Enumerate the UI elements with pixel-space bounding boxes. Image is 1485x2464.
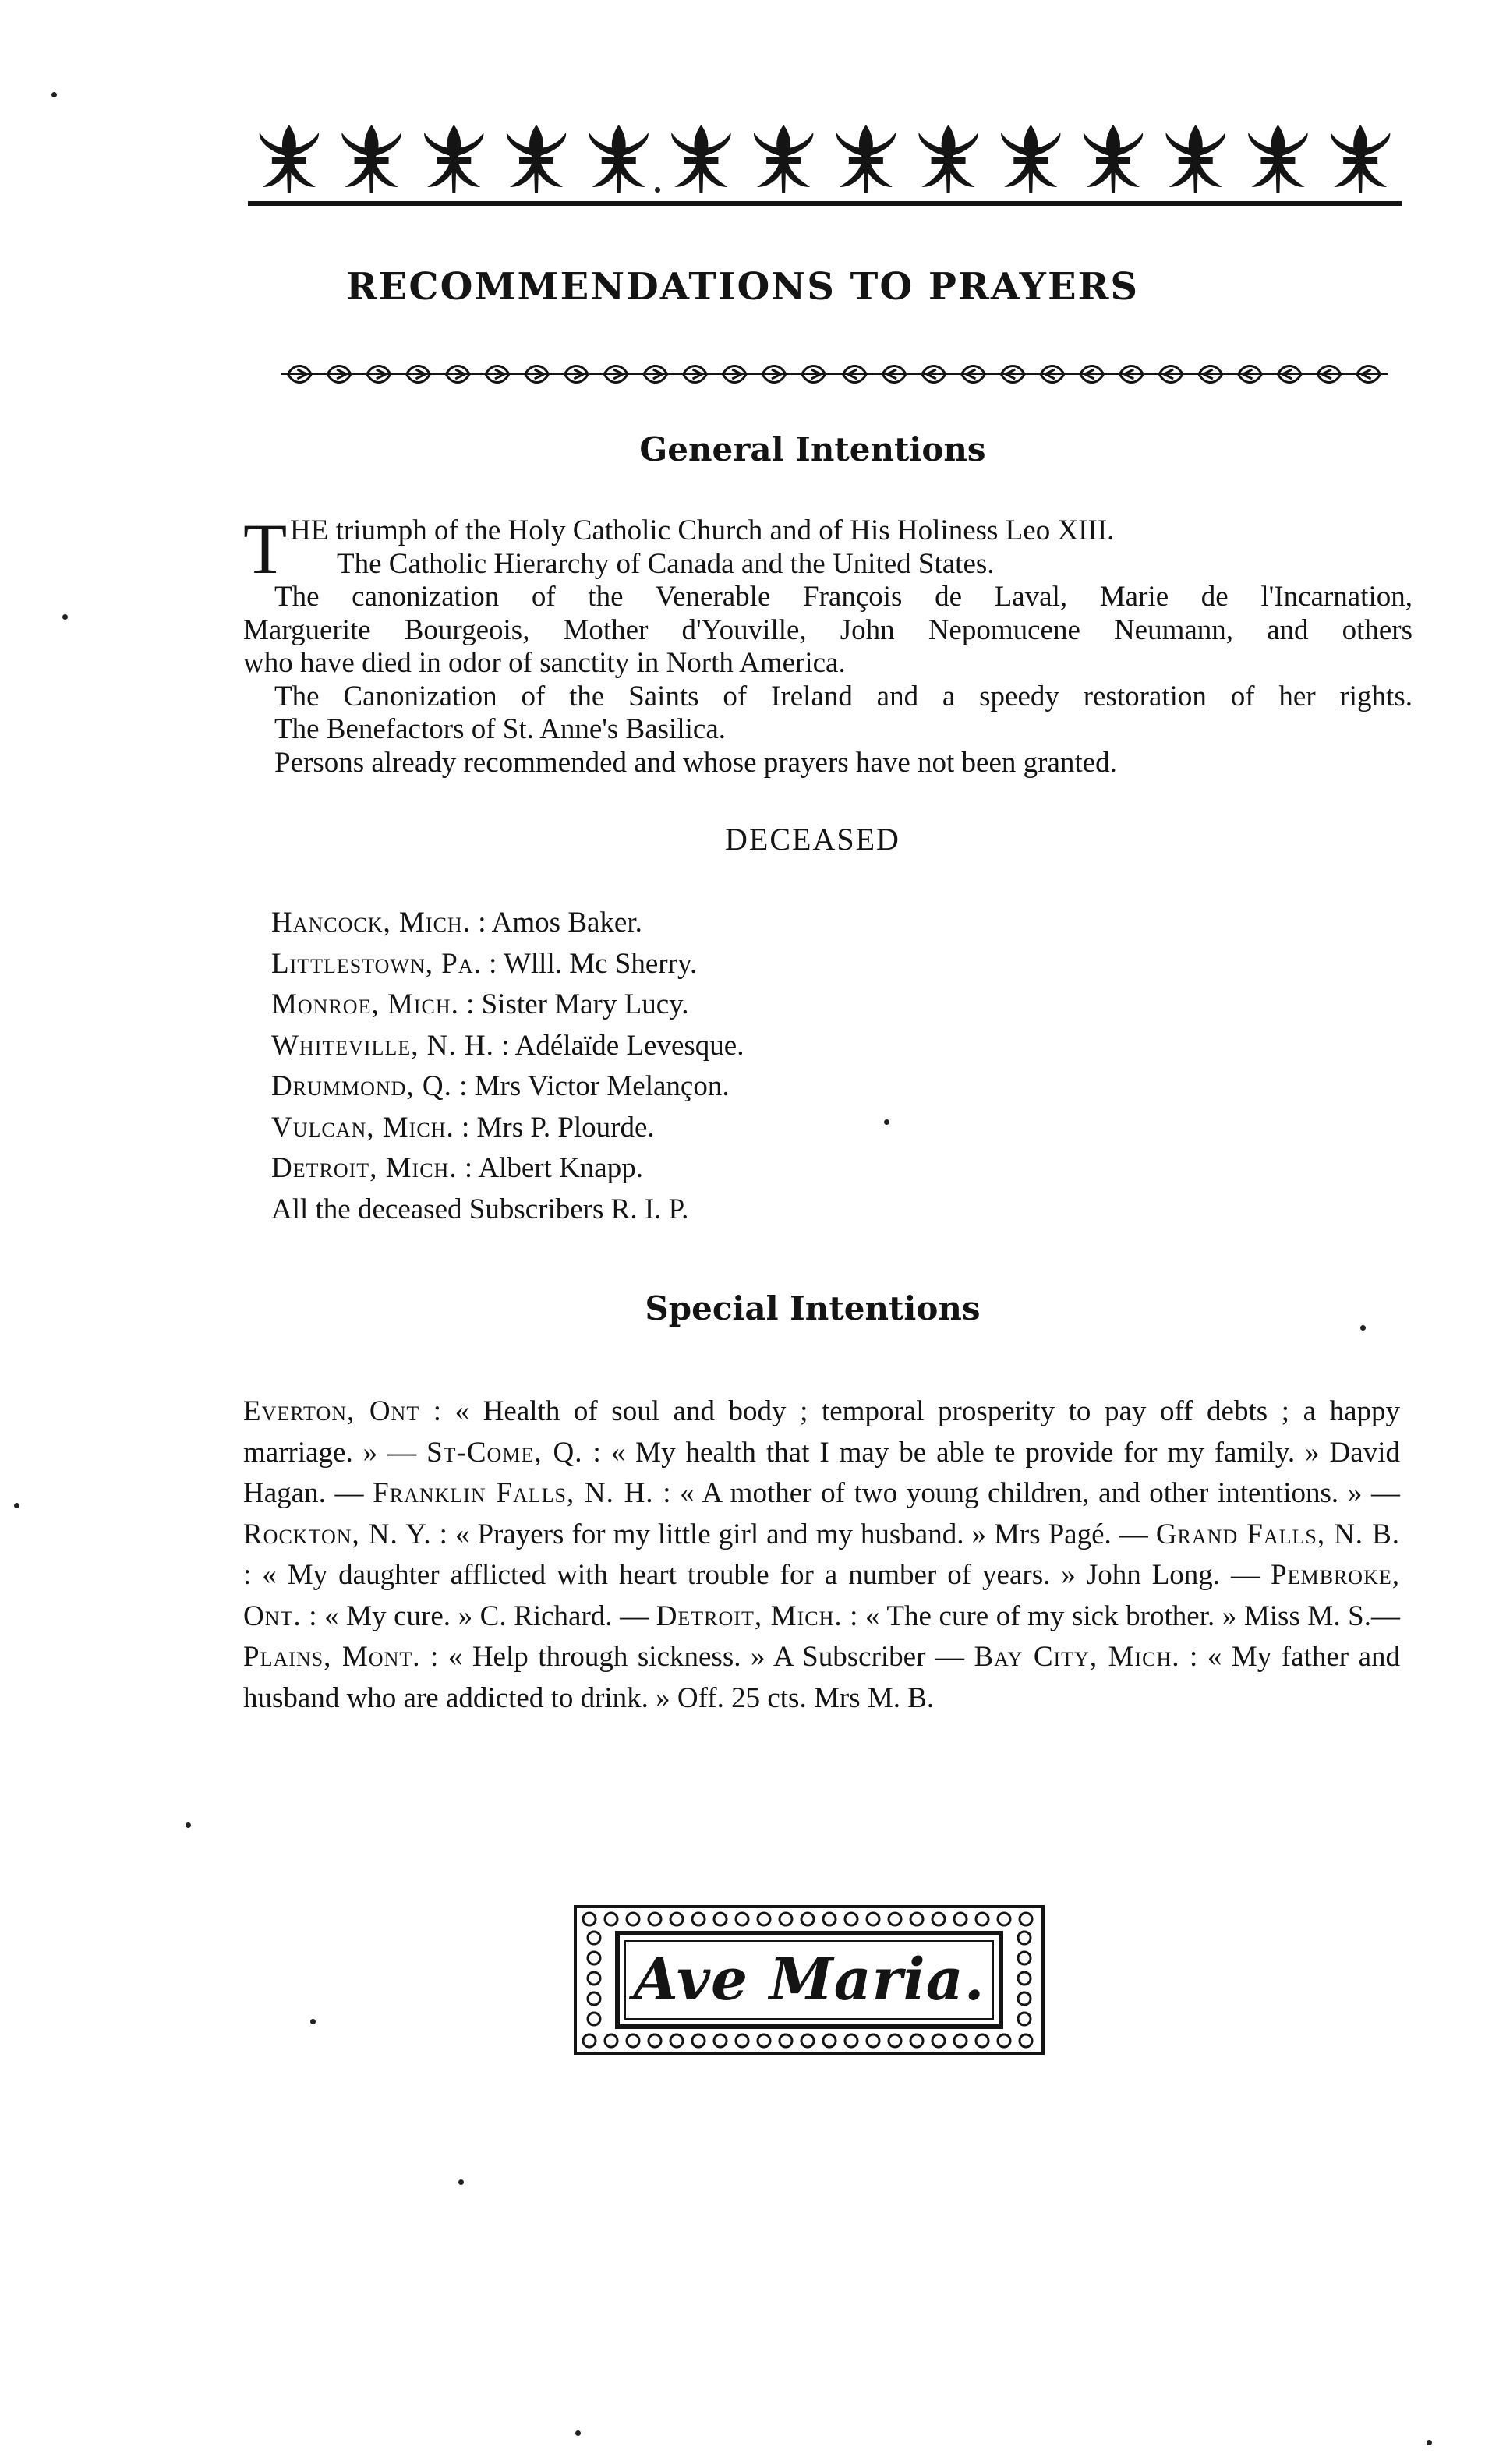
deceased-name: : Albert Knapp.	[464, 1152, 643, 1184]
frame-loop-icon	[1018, 1952, 1031, 1964]
frame-loop-icon	[1020, 1913, 1032, 1925]
fleur-de-lis-icon	[1166, 125, 1225, 193]
deceased-entry	[271, 1108, 744, 1149]
fleur-de-lis-icon	[341, 125, 401, 193]
frame-loop-icon	[649, 2034, 661, 2047]
frame-loop-icon	[998, 2034, 1010, 2047]
special-text: : « Health of soul and body ; temporal prosperity to pay off debts ; a happy marriage. » —	[243, 1395, 1400, 1469]
frame-loop-icon	[605, 2034, 617, 2047]
frame-loop-icon	[1018, 1972, 1031, 1985]
ink-speck	[51, 92, 57, 97]
frame-loop-icon	[758, 1913, 770, 1925]
frame-loop-icon	[736, 1913, 748, 1925]
deceased-place: Drummond, Q.	[271, 1070, 452, 1102]
page-title: RECOMMENDATIONS TO PRAYERS	[345, 265, 1140, 309]
deceased-entry	[271, 944, 744, 985]
deceased-name: : Mrs Victor Melançon.	[459, 1070, 730, 1102]
frame-loop-icon	[588, 1972, 600, 1985]
fleur-de-lis-icon	[754, 125, 813, 193]
frame-loop-icon	[692, 1913, 705, 1925]
frame-loop-icon	[1018, 2013, 1031, 2025]
deceased-list	[271, 903, 744, 1230]
special-place: Detroit, Mich.	[656, 1600, 843, 1632]
general-line: The Canonization of the Saints of Ireland and a speedy restoration of her rights.	[274, 680, 1413, 712]
deceased-entry	[271, 1148, 744, 1190]
special-place: Bay City, Mich.	[974, 1641, 1180, 1673]
fleur-de-lis-border	[248, 117, 1402, 206]
general-line: Persons already recommended and whose prayers have not been granted.	[274, 746, 1117, 779]
general-line: The Benefactors of St. Anne's Basilica.	[274, 713, 726, 745]
frame-loop-icon	[867, 2034, 879, 2047]
frame-loop-icon	[670, 1913, 683, 1925]
frame-loop-icon	[976, 2034, 988, 2047]
vine-ornament-icon	[281, 360, 1388, 388]
ink-speck	[1360, 1325, 1366, 1331]
frame-loop-icon	[1018, 1992, 1031, 2005]
frame-loop-icon	[998, 1913, 1010, 1925]
special-place: St-Come, Q.	[426, 1436, 583, 1469]
frame-loop-icon	[910, 1913, 923, 1925]
vine-divider	[281, 360, 1388, 388]
ink-speck	[186, 1822, 191, 1828]
ave-maria-label: Ave Maria.	[633, 1946, 985, 2013]
frame-loop-icon	[823, 1913, 836, 1925]
ave-maria-ornament	[571, 1902, 1048, 2058]
frame-loop-icon	[801, 1913, 814, 1925]
special-text: : « The cure of my sick brother. » Miss M. S.—	[842, 1600, 1400, 1632]
deceased-place: Monroe, Mich.	[271, 988, 459, 1020]
frame-loop-icon	[867, 1913, 879, 1925]
frame-loop-icon	[758, 2034, 770, 2047]
frame-loop-icon	[588, 2013, 600, 2025]
ink-speck	[884, 1119, 889, 1125]
special-place: Everton, Ont	[243, 1395, 420, 1427]
ink-speck	[458, 2179, 464, 2185]
ink-speck	[1427, 2440, 1432, 2445]
fleur-de-lis-icon-row	[248, 117, 1402, 201]
special-text: : « My daughter afflicted with heart trouble for a number of years. » John Long. —	[243, 1559, 1271, 1591]
ink-speck	[655, 187, 660, 193]
general-line: who have died in odor of sanctity in North America.	[243, 647, 846, 679]
frame-loop-icon	[583, 2034, 596, 2047]
ink-speck	[62, 614, 68, 620]
frame-loop-icon	[588, 1992, 600, 2005]
special-text: : « My cure. » C. Richard. —	[301, 1600, 656, 1632]
fleur-de-lis-icon	[918, 125, 978, 193]
fleur-de-lis-icon	[589, 125, 649, 193]
deceased-name: : Mrs P. Plourde.	[461, 1111, 655, 1144]
deceased-closing: All the deceased Subscribers R. I. P.	[271, 1193, 689, 1225]
ink-speck	[310, 2019, 316, 2024]
frame-loop-icon	[889, 2034, 901, 2047]
general-line: The Catholic Hierarchy of Canada and the United States.	[337, 547, 995, 580]
deceased-name: : Amos Baker.	[478, 907, 642, 939]
frame-loop-icon	[692, 2034, 705, 2047]
deceased-place: Detroit, Mich.	[271, 1152, 458, 1184]
deceased-entry	[271, 1026, 744, 1067]
frame-loop-icon	[627, 2034, 639, 2047]
deceased-entry	[271, 1066, 744, 1108]
fleur-de-lis-icon	[1248, 125, 1307, 193]
frame-loop-icon	[889, 1913, 901, 1925]
deceased-entry	[271, 985, 744, 1026]
frame-loop-icon	[823, 2034, 836, 2047]
frame-loop-icon	[583, 1913, 596, 1925]
ink-speck	[575, 2430, 581, 2436]
frame-loop-icon	[1020, 2034, 1032, 2047]
deceased-heading: DECEASED	[725, 822, 900, 857]
special-place: Rockton, N. Y.	[243, 1518, 432, 1550]
frame-loop-icon	[954, 2034, 967, 2047]
frame-loop-icon	[954, 1913, 967, 1925]
drop-cap: T	[243, 509, 288, 589]
general-line: Marguerite Bourgeois, Mother d'Youville, John Nepomucene Neumann, and others	[243, 613, 1413, 646]
special-intentions-heading: Special Intentions	[645, 1289, 981, 1327]
frame-loop-icon	[780, 1913, 792, 1925]
special-text: : « My father and husband who are addicted to drink. » Off. 25 cts. Mrs M. B.	[243, 1641, 1401, 1714]
special-text: : « My health that I may be able te provide for my family. » David Hagan. —	[243, 1436, 1400, 1509]
special-place: Grand Falls, N. B.	[1155, 1518, 1400, 1550]
frame-loop-icon	[932, 1913, 945, 1925]
fleur-de-lis-icon	[260, 125, 319, 193]
frame-loop-icon	[714, 2034, 727, 2047]
frame-loop-icon	[588, 1952, 600, 1964]
frame-loop-icon	[649, 1913, 661, 1925]
deceased-place: Littlestown, Pa.	[271, 947, 482, 980]
deceased-place: Whiteville, N. H.	[271, 1029, 494, 1062]
frame-loop-icon	[845, 1913, 857, 1925]
deceased-name: : Sister Mary Lucy.	[466, 988, 689, 1020]
fleur-de-lis-icon	[1084, 125, 1143, 193]
deceased-entry	[271, 903, 744, 944]
frame-loop-icon	[845, 2034, 857, 2047]
ink-speck	[14, 1503, 19, 1508]
frame-loop-icon	[736, 2034, 748, 2047]
special-intentions-paragraph	[243, 1391, 1400, 1719]
fleur-de-lis-icon	[836, 125, 896, 193]
special-place: Franklin Falls, N. H.	[373, 1477, 654, 1509]
frame-loop-icon	[605, 1913, 617, 1925]
frame-loop-icon	[588, 1932, 600, 1944]
frame-loop-icon	[910, 2034, 923, 2047]
frame-loop-icon	[670, 2034, 683, 2047]
frame-loop-icon	[714, 1913, 727, 1925]
deceased-place: Hancock, Mich.	[271, 907, 471, 939]
general-line: The canonization of the Venerable François de Laval, Marie de l'Incarnation,	[274, 581, 1413, 613]
frame-loop-icon	[1018, 1932, 1031, 1944]
frame-loop-icon	[627, 1913, 639, 1925]
frame-loop-icon	[932, 2034, 945, 2047]
general-intentions-list	[243, 509, 1413, 780]
frame-loop-icon	[801, 2034, 814, 2047]
general-intentions-heading: General Intentions	[639, 430, 986, 468]
deceased-place: Vulcan, Mich.	[271, 1111, 454, 1144]
fleur-de-lis-icon	[671, 125, 730, 193]
frame-loop-icon	[780, 2034, 792, 2047]
deceased-name: : Adélaïde Levesque.	[501, 1029, 744, 1062]
special-text: : « Prayers for my little girl and my husband. » Mrs Pagé. —	[431, 1518, 1156, 1550]
fleur-de-lis-icon	[507, 125, 566, 193]
frame-loop-icon	[976, 1913, 988, 1925]
general-line: HE triumph of the Holy Catholic Church and of His Holiness Leo XIII.	[290, 514, 1115, 546]
fleur-de-lis-icon	[424, 125, 483, 193]
fleur-de-lis-icon	[1331, 125, 1390, 193]
special-place: Pembroke, Ont.	[243, 1559, 1400, 1632]
special-text: : « A mother of two young children, and other intentions. » —	[653, 1477, 1400, 1509]
fleur-de-lis-icon	[1001, 125, 1060, 193]
special-place: Plains, Mont.	[243, 1641, 421, 1673]
special-text: : « Help through sickness. » A Subscriber —	[420, 1641, 974, 1673]
deceased-name: : Wlll. Mc Sherry.	[489, 947, 698, 980]
